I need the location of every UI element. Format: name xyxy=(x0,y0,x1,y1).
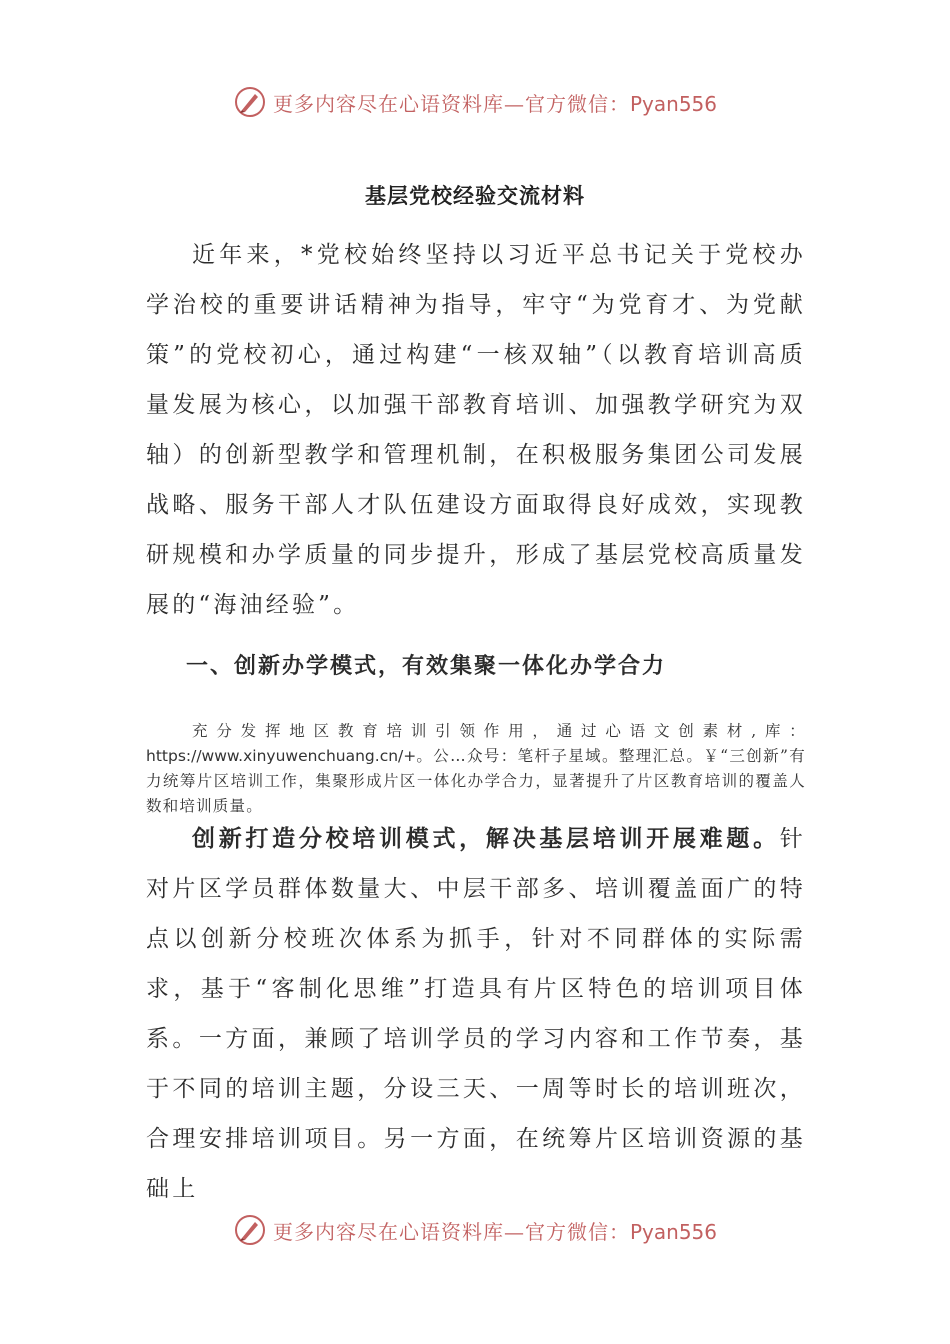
document-title: 基层党校经验交流材料 xyxy=(365,183,585,208)
section-heading: 一、创新办学模式，有效集聚一体化办学合力 xyxy=(186,653,667,679)
intro-paragraph: 近年来，*党校始终坚持以习近平总书记关于党校办学治校的重要讲话精神为指导，牢守“为党育才、为党献策”的党校初心，通过构建“一核双轴”（以教育培训高质量发展为核心，以加强干部教育培训、加强教学研究为双轴）的创新型教学和管理机制，在积极服务集团公司发展战略、服务干部人才队伍建设方面取得良好成效，实现教研规模和办学质量的同步提升，形成了基层党校高质量发展的“海油经验”。 xyxy=(146,242,806,618)
note-url: https://www.xinyuwenchuang.cn/+ xyxy=(146,746,417,765)
watermark-banner-bottom xyxy=(0,1210,950,1250)
paragraph-body: 针对片区学员群体数量大、中层干部多、培训覆盖面广的特点以创新分校班次体系为抓手，针对不同群体的实际需求，基于“客制化思维”打造具有片区特色的培训项目体系。一方面，兼顾了培训学员的学习内容和工作节奏，基于不同的培训主题，分设三天、一周等时长的培训班次，合理安排培训项目。另一方面，在统筹片区培训资源的基础上 xyxy=(146,826,806,1202)
paragraph-lead: 创新打造分校培训模式，解决基层培训开展难题。 xyxy=(192,825,780,852)
note-text-before: 充分发挥地区教育培训引领作用，通过心语文创素材,库： xyxy=(192,721,806,740)
note-paragraph xyxy=(146,719,806,819)
pen-logo-icon xyxy=(233,85,267,119)
watermark-text: 更多内容尽在心语资料库—官方微信：Pyan556 xyxy=(272,91,717,116)
watermark-text: 更多内容尽在心语资料库—官方微信：Pyan556 xyxy=(272,1219,717,1244)
watermark-banner-top xyxy=(0,82,950,122)
note-text-after: 。公…众号：笔杆子星域。整理汇总。￥“三创新”有力统筹片区培训工作，集聚形成片区一体化办学合力，显著提升了片区教育培训的覆盖人数和培训质量。 xyxy=(146,746,806,815)
pen-logo-icon xyxy=(233,1213,267,1247)
body-paragraph xyxy=(146,814,806,1214)
